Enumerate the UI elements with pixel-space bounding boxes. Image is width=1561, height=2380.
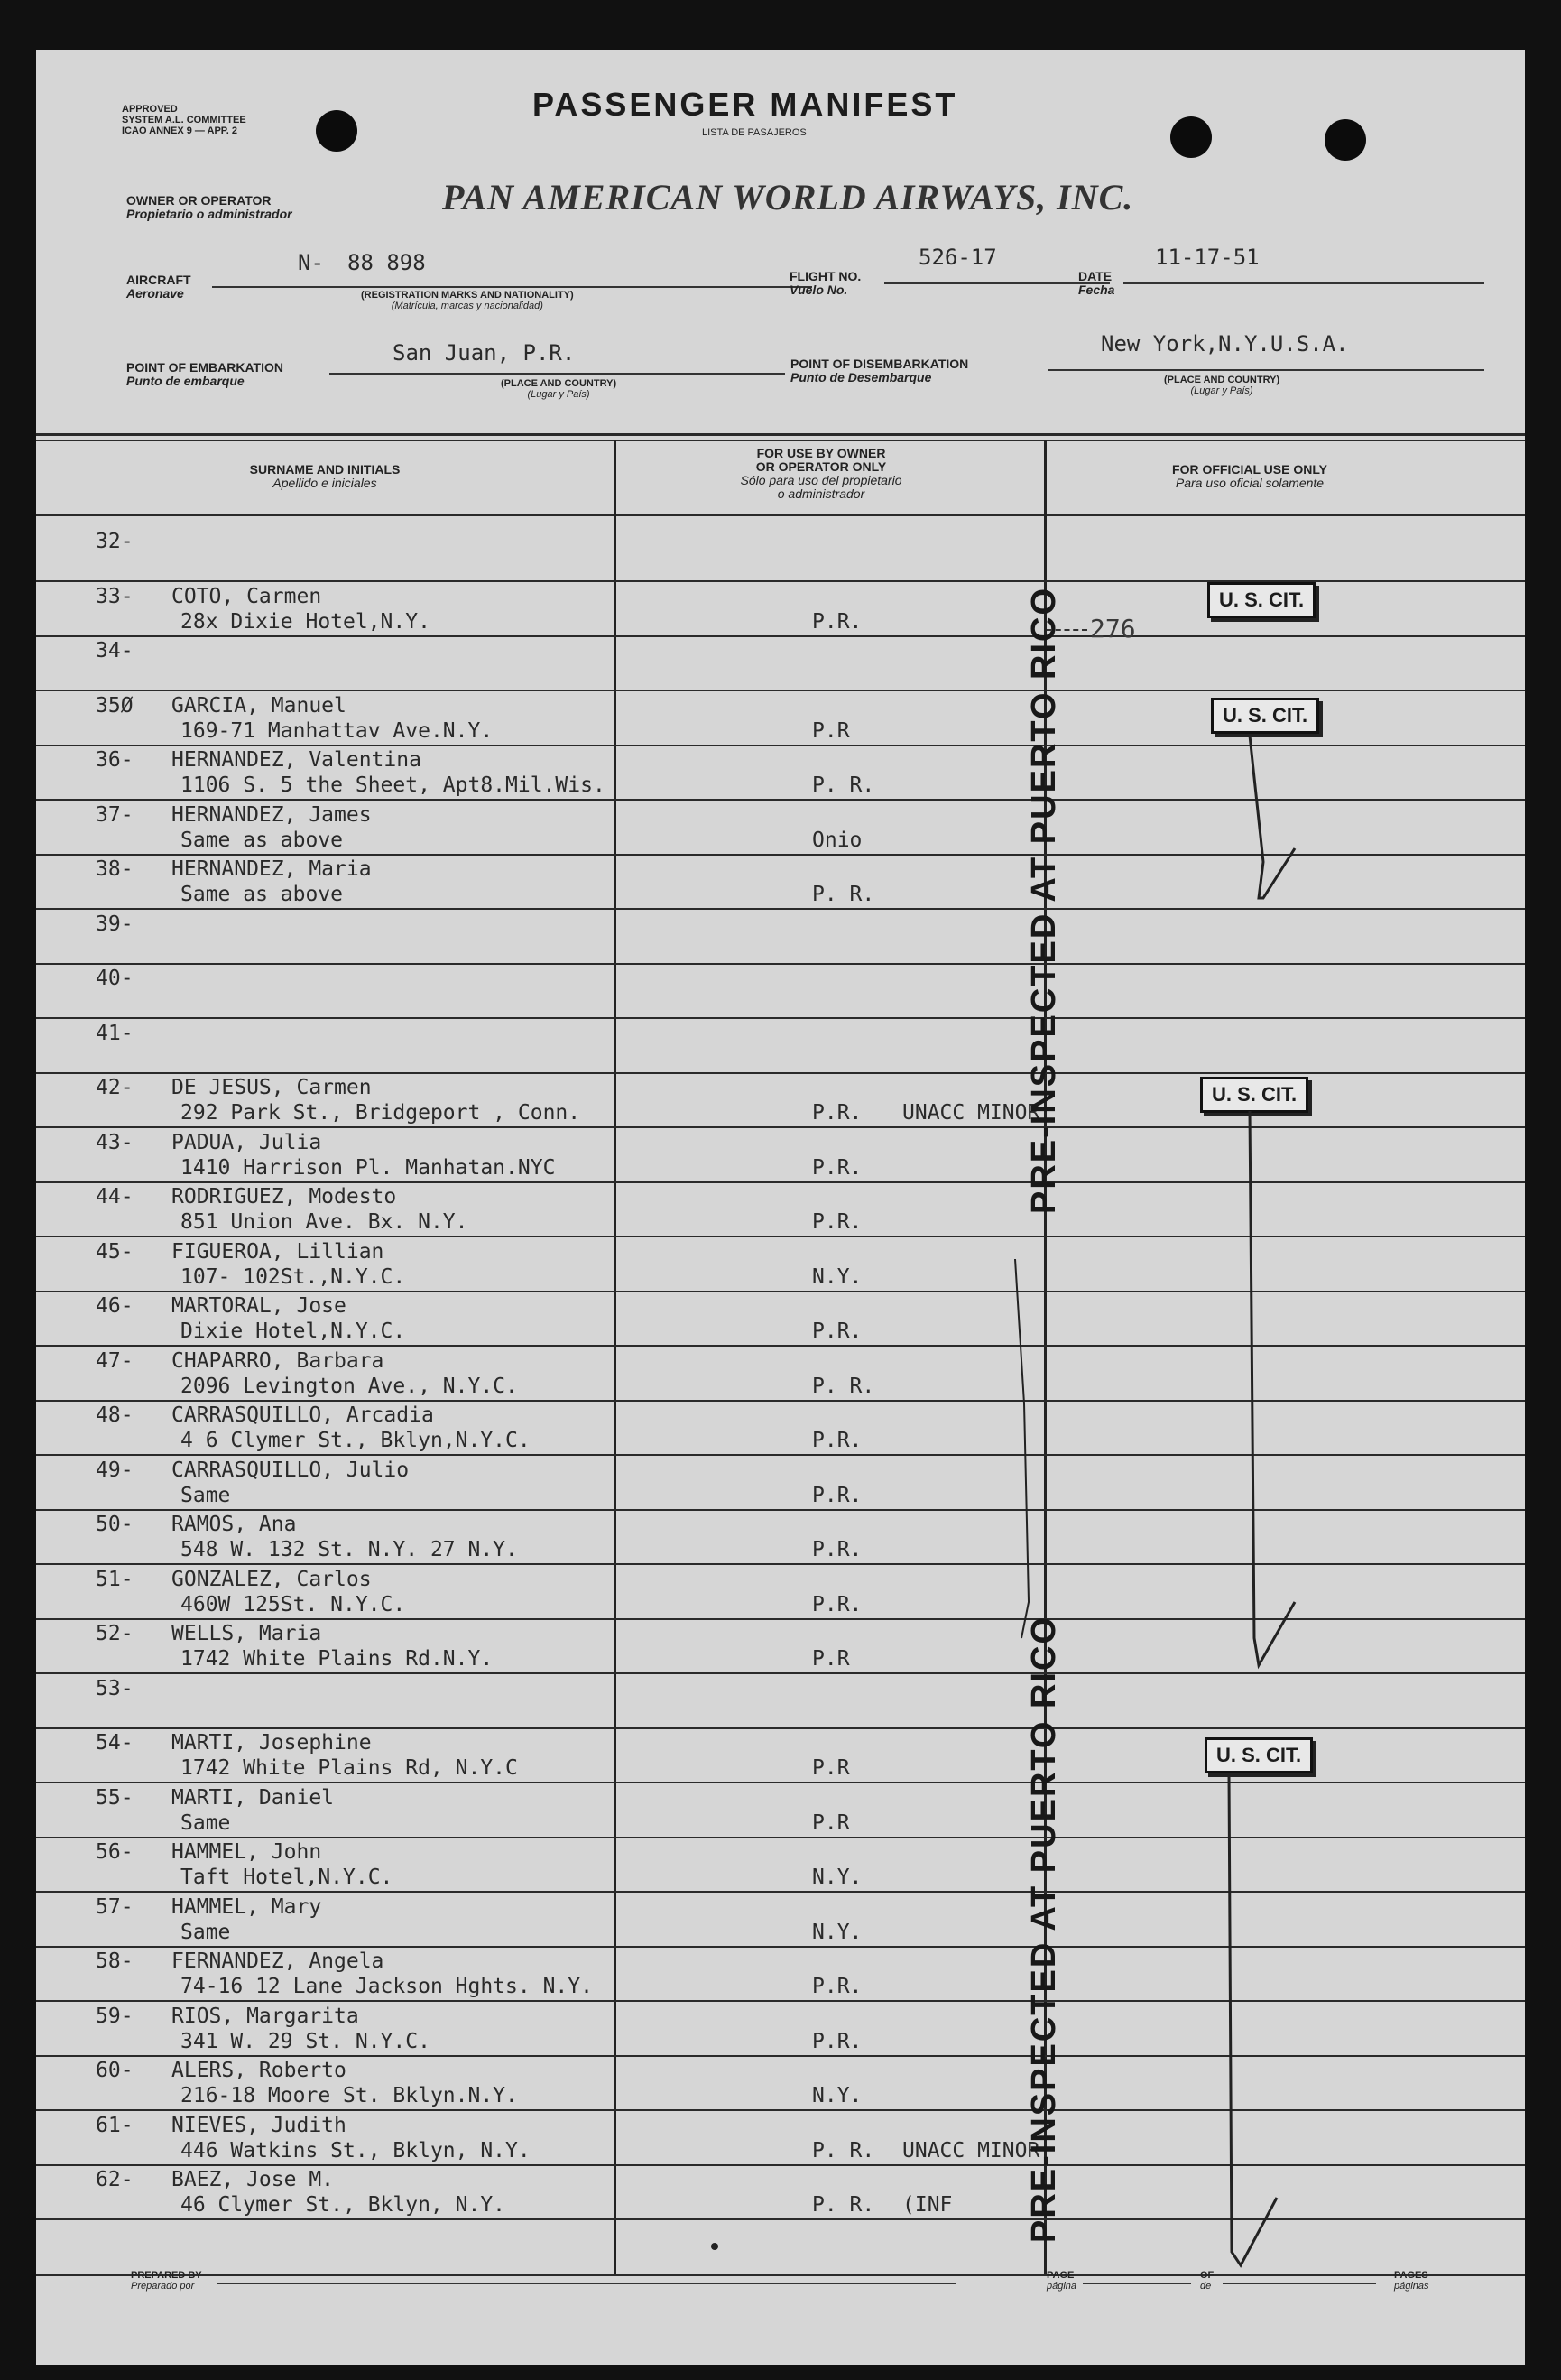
passenger-origin: P.R. xyxy=(812,1210,863,1234)
column-header-owner-en-1: FOR USE BY OWNER xyxy=(756,446,886,460)
footer-pages-en: PAGES xyxy=(1394,2270,1428,2281)
passenger-name: HAMMEL, Mary xyxy=(171,1895,322,1919)
row-number: 41- xyxy=(96,1022,134,1045)
footer-prepared-by xyxy=(131,2270,202,2292)
preinspected-stamp-lower: PRE-INSPECTED AT PUERTO RICO xyxy=(1025,1615,1063,2243)
row-number: 61- xyxy=(96,2114,134,2137)
passenger-note: (INF xyxy=(902,2193,953,2217)
passenger-address: Same xyxy=(180,1921,231,1944)
aircraft-label-es: Aeronave xyxy=(126,286,184,301)
row-number: 35Ø xyxy=(96,694,134,718)
row-number: 55- xyxy=(96,1786,134,1810)
row-number: 62- xyxy=(96,2168,134,2191)
passenger-address: 74-16 12 Lane Jackson Hghts. N.Y. xyxy=(180,1975,593,1998)
passenger-origin: P.R xyxy=(812,1647,850,1671)
row-number: 50- xyxy=(96,1513,134,1536)
date-label-en: DATE xyxy=(1078,269,1113,283)
column-header-surname-en: SURNAME AND INITIALS xyxy=(249,462,401,477)
passenger-name: MARTORAL, Jose xyxy=(171,1294,346,1318)
place-caption-en: (PLACE AND COUNTRY) xyxy=(1164,375,1280,385)
registration-caption-es: (Matrícula, marcas y nacionalidad) xyxy=(391,301,543,311)
embark-label-es: Punto de embarque xyxy=(126,374,245,388)
passenger-name: CHAPARRO, Barbara xyxy=(171,1349,384,1373)
passenger-origin: P. R. xyxy=(812,773,875,797)
approved-line: SYSTEM A.L. COMMITTEE xyxy=(122,115,246,125)
footer-prepared-by-en: PREPARED BY xyxy=(131,2270,202,2281)
us-cit-stamp: U. S. CIT. xyxy=(1207,582,1316,618)
footer-of-en: OF xyxy=(1200,2270,1215,2281)
footer-pages xyxy=(1394,2270,1429,2292)
column-header-owner-es-2: o administrador xyxy=(777,486,865,501)
flight-value: 526-17 xyxy=(919,245,997,270)
passenger-origin: P.R. xyxy=(812,1429,863,1452)
date-value: 11-17-51 xyxy=(1155,245,1260,270)
owner-label-en: OWNER OR OPERATOR xyxy=(126,193,272,208)
passenger-address: 460W 125St. N.Y.C. xyxy=(180,1593,406,1616)
passenger-origin: P.R xyxy=(812,1811,850,1835)
table-bottom-border xyxy=(36,2274,1525,2276)
date-label-es: Fecha xyxy=(1078,282,1115,297)
row-number: 53- xyxy=(96,1677,134,1700)
passenger-address: 28x Dixie Hotel,N.Y. xyxy=(180,610,430,634)
us-cit-stamp: U. S. CIT. xyxy=(1205,1737,1313,1773)
page-underline xyxy=(1083,2283,1191,2284)
footer-of-es: de xyxy=(1200,2281,1212,2292)
row-number: 38- xyxy=(96,857,134,881)
passenger-origin: N.Y. xyxy=(812,1921,863,1944)
passenger-origin: P.R. xyxy=(812,2030,863,2053)
row-number: 52- xyxy=(96,1622,134,1645)
passenger-origin: P.R. xyxy=(812,610,863,634)
passenger-name: FIGUEROA, Lillian xyxy=(171,1240,384,1264)
passenger-name: COTO, Carmen xyxy=(171,585,322,608)
flight-label-es: Vuelo No. xyxy=(790,282,848,297)
footer-prepared-by-es: Preparado por xyxy=(131,2281,195,2292)
row-number: 39- xyxy=(96,912,134,936)
row-number: 37- xyxy=(96,803,134,827)
passenger-name: CARRASQUILLO, Julio xyxy=(171,1459,410,1482)
row-number: 42- xyxy=(96,1076,134,1099)
row-number: 51- xyxy=(96,1568,134,1591)
aircraft-label-en: AIRCRAFT xyxy=(126,273,191,287)
passenger-origin: P. R. xyxy=(812,1375,875,1398)
passenger-origin: P.R. xyxy=(812,1101,863,1125)
passenger-address: 169-71 Manhattav Ave.N.Y. xyxy=(180,719,494,743)
us-cit-stamp: U. S. CIT. xyxy=(1211,698,1319,734)
footer-page xyxy=(1047,2270,1076,2292)
bracket-mark xyxy=(1229,1773,1277,2265)
pencil-bracket-marks xyxy=(36,50,1525,2365)
footer-page-es: página xyxy=(1047,2281,1077,2292)
passenger-name: HERNANDEZ, James xyxy=(171,803,372,827)
row-number: 59- xyxy=(96,2005,134,2028)
embark-label-en: POINT OF EMBARKATION xyxy=(126,360,283,375)
passenger-origin: P.R. xyxy=(812,1538,863,1561)
registration-caption-en: (REGISTRATION MARKS AND NATIONALITY) xyxy=(361,290,574,301)
footer-pages-es: páginas xyxy=(1394,2281,1429,2292)
passenger-name: RODRIGUEZ, Modesto xyxy=(171,1185,397,1209)
column-header-surname-es: Apellido e iniciales xyxy=(272,476,377,490)
bracket-mark xyxy=(1250,736,1295,898)
passenger-address: Same xyxy=(180,1484,231,1507)
passenger-name: CARRASQUILLO, Arcadia xyxy=(171,1403,434,1427)
row-number: 60- xyxy=(96,2059,134,2082)
column-header-official-es: Para uso oficial solamente xyxy=(1175,476,1325,490)
passenger-origin: P. R. xyxy=(812,2193,875,2217)
approved-line: ICAO ANNEX 9 — APP. 2 xyxy=(122,125,237,136)
passenger-address: 548 W. 132 St. N.Y. 27 N.Y. xyxy=(180,1538,518,1561)
passenger-address: 446 Watkins St., Bklyn, N.Y. xyxy=(180,2139,531,2162)
footer-of xyxy=(1200,2270,1214,2292)
row-number: 56- xyxy=(96,1840,134,1864)
passenger-origin: P.R. xyxy=(812,1593,863,1616)
disembark-label-en: POINT OF DISEMBARKATION xyxy=(790,357,969,371)
passenger-name: GARCIA, Manuel xyxy=(171,694,346,718)
passenger-address: Same as above xyxy=(180,829,344,852)
column-header-official-en: FOR OFFICIAL USE ONLY xyxy=(1172,462,1327,477)
passenger-name: FERNANDEZ, Angela xyxy=(171,1949,384,1973)
passenger-address: 292 Park St., Bridgeport , Conn. xyxy=(180,1101,581,1125)
passenger-origin: P.R xyxy=(812,1756,850,1780)
approved-line: APPROVED xyxy=(122,104,178,115)
flight-label-en: FLIGHT NO. xyxy=(790,269,862,283)
prepared-by-underline xyxy=(217,2283,956,2284)
row-number: 57- xyxy=(96,1895,134,1919)
passenger-name: HERNANDEZ, Valentina xyxy=(171,748,421,772)
passenger-address: Dixie Hotel,N.Y.C. xyxy=(180,1320,406,1343)
aircraft-value: 88 898 xyxy=(347,250,426,275)
passenger-name: RIOS, Margarita xyxy=(171,2005,359,2028)
passenger-address: 46 Clymer St., Bklyn, N.Y. xyxy=(180,2193,506,2217)
row-number: 47- xyxy=(96,1349,134,1373)
row-number: 54- xyxy=(96,1731,134,1755)
passenger-address: 1106 S. 5 the Sheet, Apt8.Mil.Wis. xyxy=(180,773,605,797)
passenger-origin: P. R. xyxy=(812,883,875,906)
column-header-owner-en-2: OR OPERATOR ONLY xyxy=(755,459,887,474)
passenger-note: UNACC MINOR xyxy=(902,1101,1040,1125)
passenger-address: Taft Hotel,N.Y.C. xyxy=(180,1866,393,1889)
passenger-origin: P.R xyxy=(812,719,850,743)
passenger-address: 1410 Harrison Pl. Manhatan.NYC xyxy=(180,1156,556,1180)
passenger-address: 1742 White Plains Rd.N.Y. xyxy=(180,1647,494,1671)
embark-value: San Juan, P.R. xyxy=(393,340,576,366)
row-number: 43- xyxy=(96,1131,134,1154)
passenger-origin: Onio xyxy=(812,829,863,852)
passenger-address: 216-18 Moore St. Bklyn.N.Y. xyxy=(180,2084,518,2107)
passenger-origin: N.Y. xyxy=(812,2084,863,2107)
row-number: 45- xyxy=(96,1240,134,1264)
passenger-name: RAMOS, Ana xyxy=(171,1513,297,1536)
aircraft-prefix: N- xyxy=(298,250,324,275)
manifest-sheet xyxy=(36,50,1525,2365)
row-number: 48- xyxy=(96,1403,134,1427)
passenger-origin: P.R. xyxy=(812,1975,863,1998)
passenger-origin: N.Y. xyxy=(812,1866,863,1889)
passenger-note: UNACC MINOR xyxy=(902,2139,1040,2162)
preinspected-stamp-upper: PRE-INSPECTED AT PUERTO RICO xyxy=(1025,586,1063,1214)
passenger-name: WELLS, Maria xyxy=(171,1622,322,1645)
row-number: 44- xyxy=(96,1185,134,1209)
disembark-value: New York,N.Y.U.S.A. xyxy=(1101,331,1349,357)
passenger-origin: P.R. xyxy=(812,1484,863,1507)
row-number: 46- xyxy=(96,1294,134,1318)
passenger-address: 851 Union Ave. Bx. N.Y. xyxy=(180,1210,468,1234)
page-subtitle: LISTA DE PASAJEROS xyxy=(702,127,807,138)
place-caption-es: (Lugar y País) xyxy=(1190,385,1253,396)
passenger-origin: P.R. xyxy=(812,1156,863,1180)
row-number: 58- xyxy=(96,1949,134,1973)
passenger-address: 1742 White Plains Rd, N.Y.C xyxy=(180,1756,518,1780)
of-underline xyxy=(1223,2283,1376,2284)
bracket-mark xyxy=(1250,1111,1295,1665)
row-number: 36- xyxy=(96,748,134,772)
passenger-name: BAEZ, Jose M. xyxy=(171,2168,335,2191)
passenger-name: PADUA, Julia xyxy=(171,1131,322,1154)
row-number: 40- xyxy=(96,967,134,990)
passenger-name: HAMMEL, John xyxy=(171,1840,322,1864)
passenger-address: 341 W. 29 St. N.Y.C. xyxy=(180,2030,430,2053)
row-number: 32- xyxy=(96,530,134,553)
passenger-origin: N.Y. xyxy=(812,1265,863,1289)
passenger-name: MARTI, Daniel xyxy=(171,1786,335,1810)
row-number: 34- xyxy=(96,639,134,662)
footer-dot xyxy=(711,2243,718,2250)
passenger-name: MARTI, Josephine xyxy=(171,1731,372,1755)
place-caption-es: (Lugar y País) xyxy=(527,389,590,400)
us-cit-stamp: U. S. CIT. xyxy=(1200,1077,1308,1113)
passenger-name: HERNANDEZ, Maria xyxy=(171,857,372,881)
place-caption-en: (PLACE AND COUNTRY) xyxy=(501,378,617,389)
row-number: 49- xyxy=(96,1459,134,1482)
column-header-owner-es-1: Sólo para uso del propietario xyxy=(740,473,902,487)
annotation-276: 276 xyxy=(1090,614,1136,644)
passenger-address: Same as above xyxy=(180,883,344,906)
footer-page-en: PAGE xyxy=(1047,2270,1075,2281)
passenger-origin: P. R. xyxy=(812,2139,875,2162)
passenger-address: 107- 102St.,N.Y.C. xyxy=(180,1265,406,1289)
owner-value: PAN AMERICAN WORLD AIRWAYS, INC. xyxy=(442,177,1134,218)
passenger-address: 2096 Levington Ave., N.Y.C. xyxy=(180,1375,518,1398)
passenger-name: NIEVES, Judith xyxy=(171,2114,346,2137)
passenger-address: Same xyxy=(180,1811,231,1835)
owner-label-es: Propietario o administrador xyxy=(126,207,292,221)
disembark-label-es: Punto de Desembarque xyxy=(790,370,932,384)
row-number: 33- xyxy=(96,585,134,608)
passenger-name: DE JESUS, Carmen xyxy=(171,1076,372,1099)
passenger-origin: P.R. xyxy=(812,1320,863,1343)
page-title: PASSENGER MANIFEST xyxy=(532,86,958,123)
passenger-name: ALERS, Roberto xyxy=(171,2059,346,2082)
passenger-address: 4 6 Clymer St., Bklyn,N.Y.C. xyxy=(180,1429,531,1452)
bracket-mark xyxy=(1015,1259,1029,1638)
passenger-name: GONZALEZ, Carlos xyxy=(171,1568,372,1591)
